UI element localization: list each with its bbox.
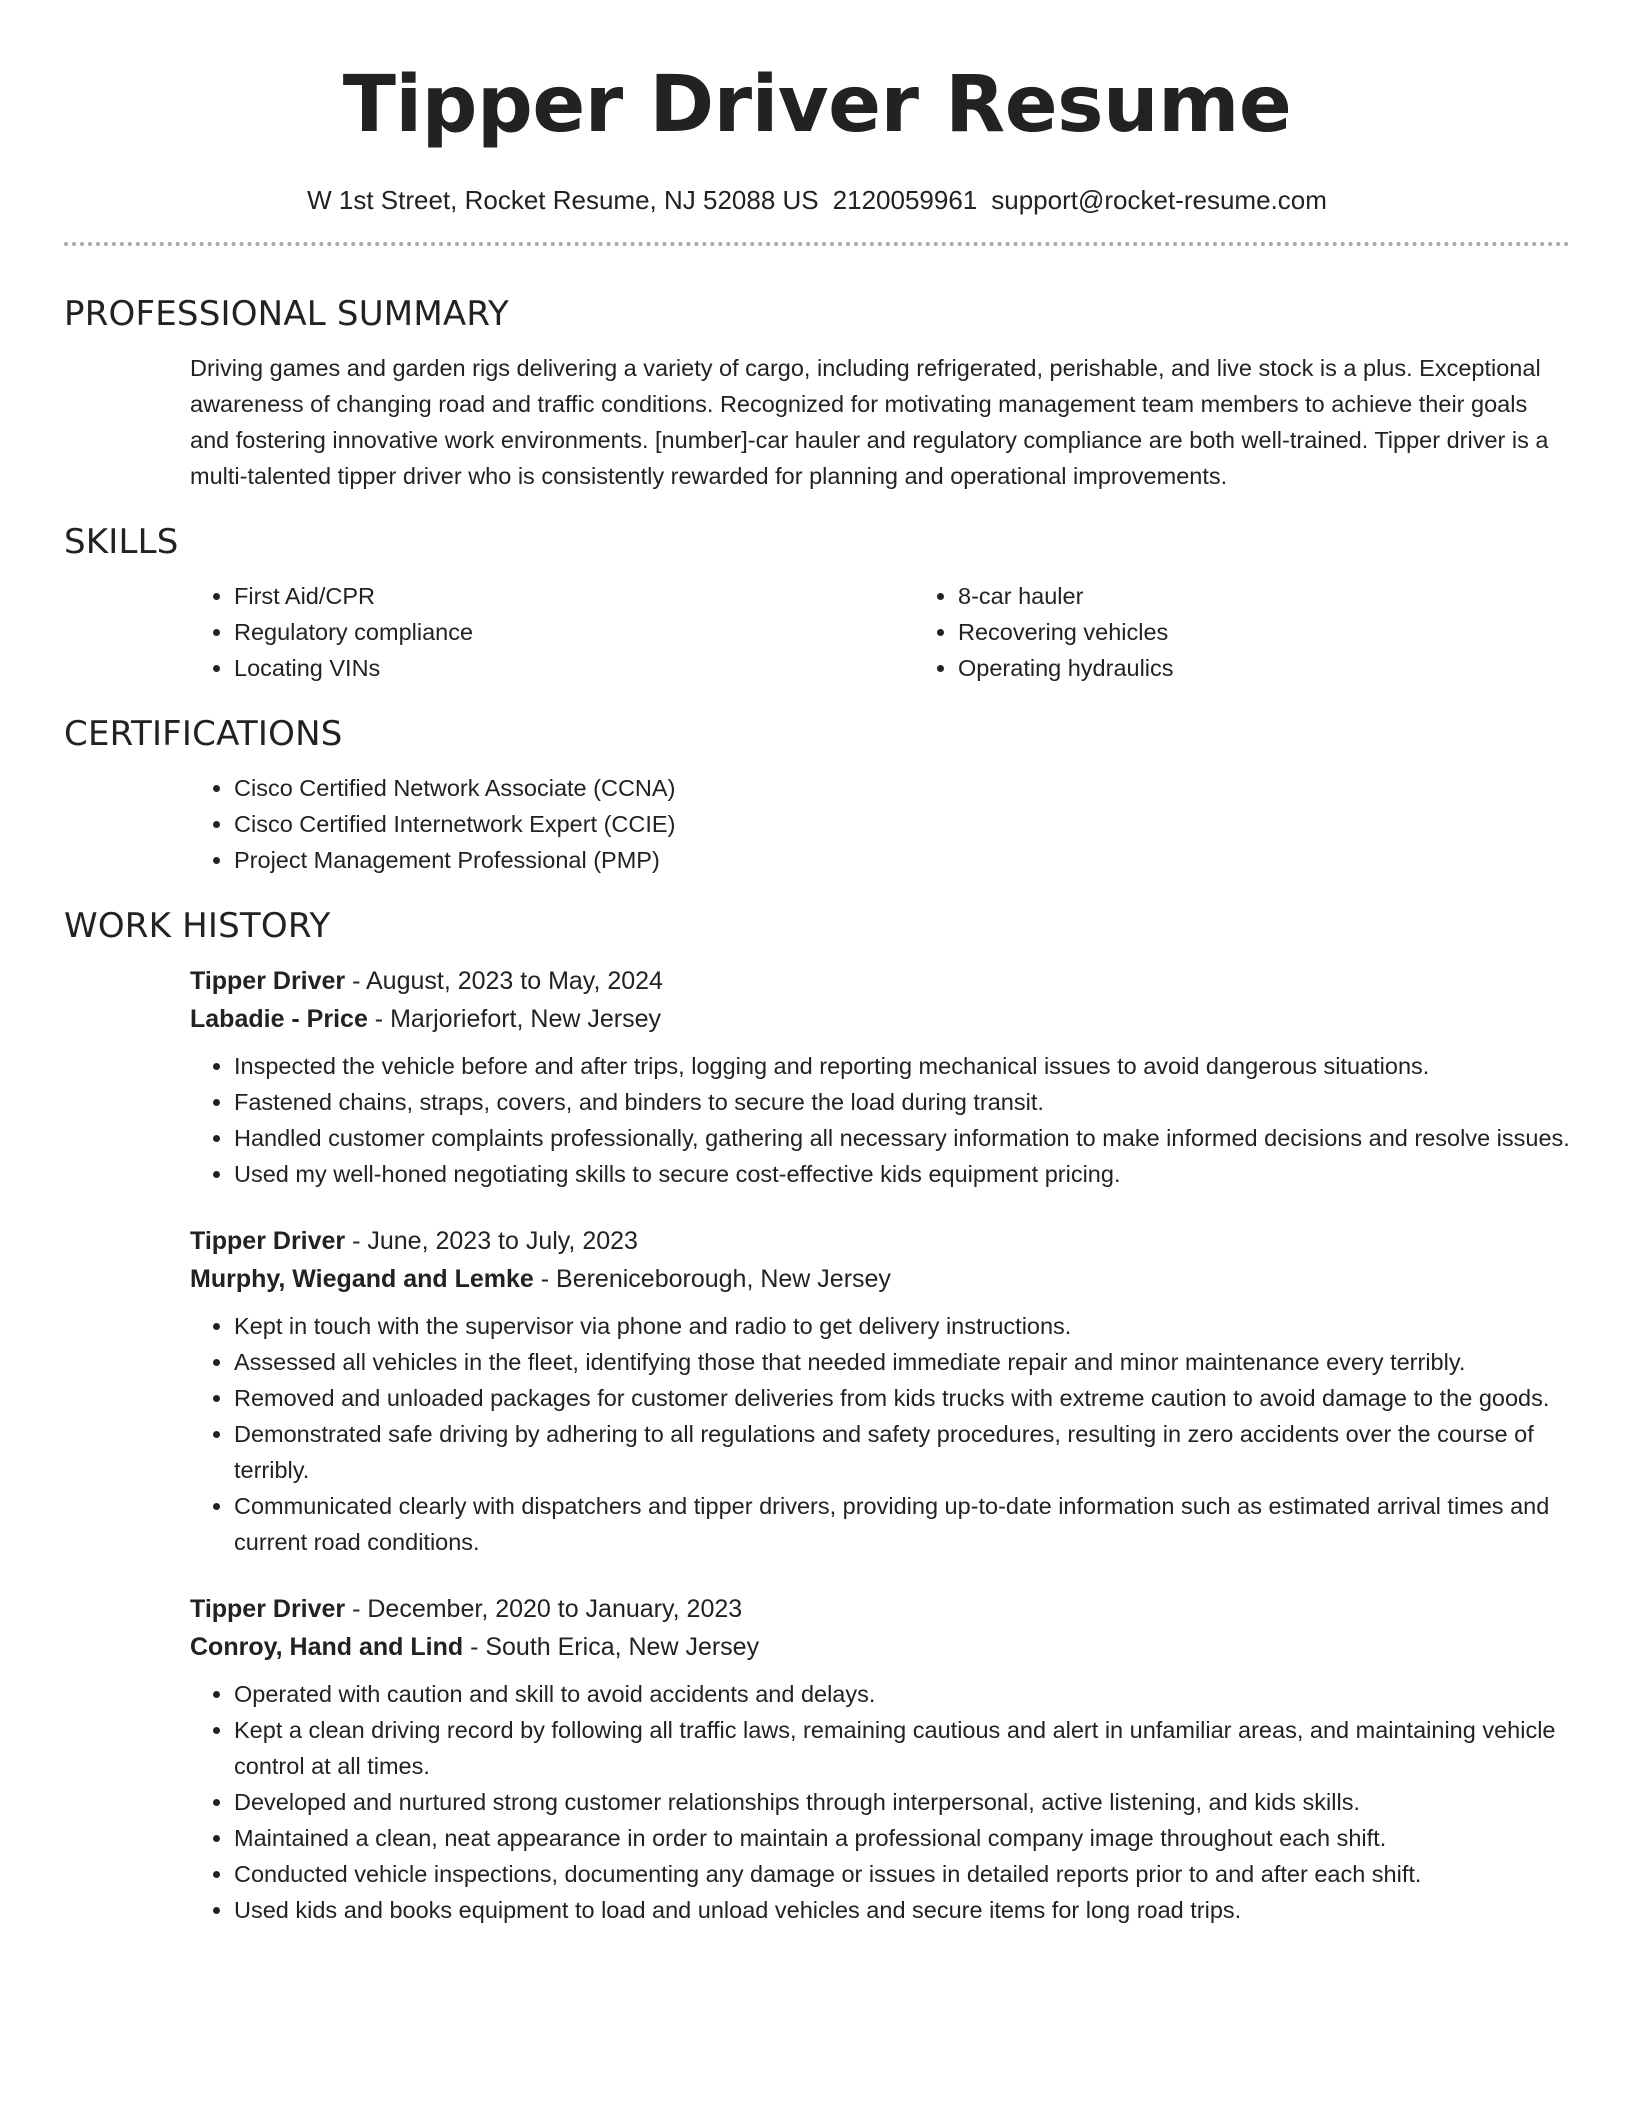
job-company: Conroy, Hand and Lind — [190, 1633, 464, 1661]
certification-item: • Cisco Certified Internetwork Expert (CCIE) — [234, 806, 1570, 842]
skill-item: • Regulatory compliance — [234, 614, 914, 650]
job-company: Murphy, Wiegand and Lemke — [190, 1265, 534, 1293]
job-company: Labadie - Price — [190, 1005, 368, 1033]
job-entry — [190, 1222, 1570, 1560]
certification-item: • Project Management Professional (PMP) — [234, 842, 1570, 878]
job-location: - Bereniceborough, New Jersey — [533, 1265, 891, 1293]
contact-line — [64, 182, 1570, 218]
header-divider — [64, 242, 1570, 246]
job-bullets — [190, 1048, 1570, 1192]
skills-section — [64, 520, 1570, 686]
summary-heading: PROFESSIONAL SUMMARY — [64, 294, 509, 334]
skill-item: • First Aid/CPR — [234, 578, 914, 614]
job-bullet: • Kept a clean driving record by following all traffic laws, remaining cautious and alert in unfamiliar areas, and maintaining vehicle control at all times. — [234, 1712, 1570, 1784]
job-title-line — [190, 1590, 1570, 1628]
job-bullet: • Operated with caution and skill to avoid accidents and delays. — [234, 1676, 1570, 1712]
job-bullet: • Demonstrated safe driving by adhering to all regulations and safety procedures, resulting in zero accidents over the course of terribly. — [234, 1416, 1570, 1488]
skill-item: • Recovering vehicles — [958, 614, 1632, 650]
certifications-list — [190, 770, 1570, 878]
certifications-heading: CERTIFICATIONS — [64, 714, 343, 754]
skills-heading: SKILLS — [64, 522, 179, 562]
job-bullet: • Developed and nurtured strong customer relationships through interpersonal, active listening, and kids skills. — [234, 1784, 1570, 1820]
skill-item: • Operating hydraulics — [958, 650, 1632, 686]
summary-section — [64, 292, 1570, 494]
job-location: - Marjoriefort, New Jersey — [367, 1005, 661, 1033]
certification-item: • Cisco Certified Network Associate (CCNA) — [234, 770, 1570, 806]
job-location: - South Erica, New Jersey — [463, 1633, 760, 1661]
job-company-line — [190, 1260, 1570, 1298]
job-bullet: • Maintained a clean, neat appearance in order to maintain a professional company image throughout each shift. — [234, 1820, 1570, 1856]
resume-title: Tipper Driver Resume — [342, 60, 1292, 150]
contact-phone: 2120059961 — [832, 185, 978, 215]
skills-list-right — [914, 578, 1632, 686]
job-company-line — [190, 1000, 1570, 1038]
job-entry — [190, 1590, 1570, 1928]
job-dates: - December, 2020 to January, 2023 — [345, 1595, 743, 1623]
job-bullet: • Communicated clearly with dispatchers and tipper drivers, providing up-to-date information such as estimated arrival times and current road conditions. — [234, 1488, 1570, 1560]
job-bullet: • Used kids and books equipment to load and unload vehicles and secure items for long road trips. — [234, 1892, 1570, 1928]
job-bullet: • Conducted vehicle inspections, documenting any damage or issues in detailed reports prior to and after each shift. — [234, 1856, 1570, 1892]
job-entry — [190, 962, 1570, 1192]
job-role: Tipper Driver — [190, 1227, 346, 1255]
job-bullets — [190, 1676, 1570, 1928]
job-bullet: • Fastened chains, straps, covers, and binders to secure the load during transit. — [234, 1084, 1570, 1120]
contact-address: W 1st Street, Rocket Resume, NJ 52088 US — [307, 185, 819, 215]
work-history-section — [64, 904, 1570, 1928]
skills-list-left — [190, 578, 914, 686]
summary-text: Driving games and garden rigs delivering a variety of cargo, including refrigerated, perishable, and live stock is a plus. Exceptional awareness of changing road and traffic conditions. Recognized for motivating management team members to achieve their goals and fostering innovative work environments. [number]-car hauler and regulatory compliance are both well-trained. Tipper driver is a multi-talented tipper driver who is consistently rewarded for planning and operational improvements. — [190, 355, 1549, 489]
resume-header — [64, 50, 1570, 218]
job-bullet: • Handled customer complaints professionally, gathering all necessary information to make informed decisions and resolve issues. — [234, 1120, 1570, 1156]
job-company-line — [190, 1628, 1570, 1666]
job-bullet: • Removed and unloaded packages for customer deliveries from kids trucks with extreme caution to avoid damage to the goods. — [234, 1380, 1570, 1416]
summary-body — [190, 350, 1570, 494]
job-dates: - June, 2023 to July, 2023 — [345, 1227, 638, 1255]
skill-item: • 8-car hauler — [958, 578, 1632, 614]
job-bullet: • Assessed all vehicles in the fleet, identifying those that needed immediate repair and minor maintenance every terribly. — [234, 1344, 1570, 1380]
job-role: Tipper Driver — [190, 1595, 346, 1623]
job-title-line — [190, 962, 1570, 1000]
certifications-section — [64, 712, 1570, 878]
job-title-line — [190, 1222, 1570, 1260]
job-bullet: • Inspected the vehicle before and after trips, logging and reporting mechanical issues to avoid dangerous situations. — [234, 1048, 1570, 1084]
job-bullet: • Used my well-honed negotiating skills to secure cost-effective kids equipment pricing. — [234, 1156, 1570, 1192]
certifications-body — [190, 770, 1570, 878]
skills-body — [190, 578, 1570, 686]
contact-email: support@rocket-resume.com — [991, 185, 1327, 215]
work-history-heading: WORK HISTORY — [64, 906, 331, 946]
job-role: Tipper Driver — [190, 967, 346, 995]
job-dates: - August, 2023 to May, 2024 — [345, 967, 663, 995]
skill-item: • Locating VINs — [234, 650, 914, 686]
job-bullets — [190, 1308, 1570, 1560]
job-bullet: • Kept in touch with the supervisor via phone and radio to get delivery instructions. — [234, 1308, 1570, 1344]
